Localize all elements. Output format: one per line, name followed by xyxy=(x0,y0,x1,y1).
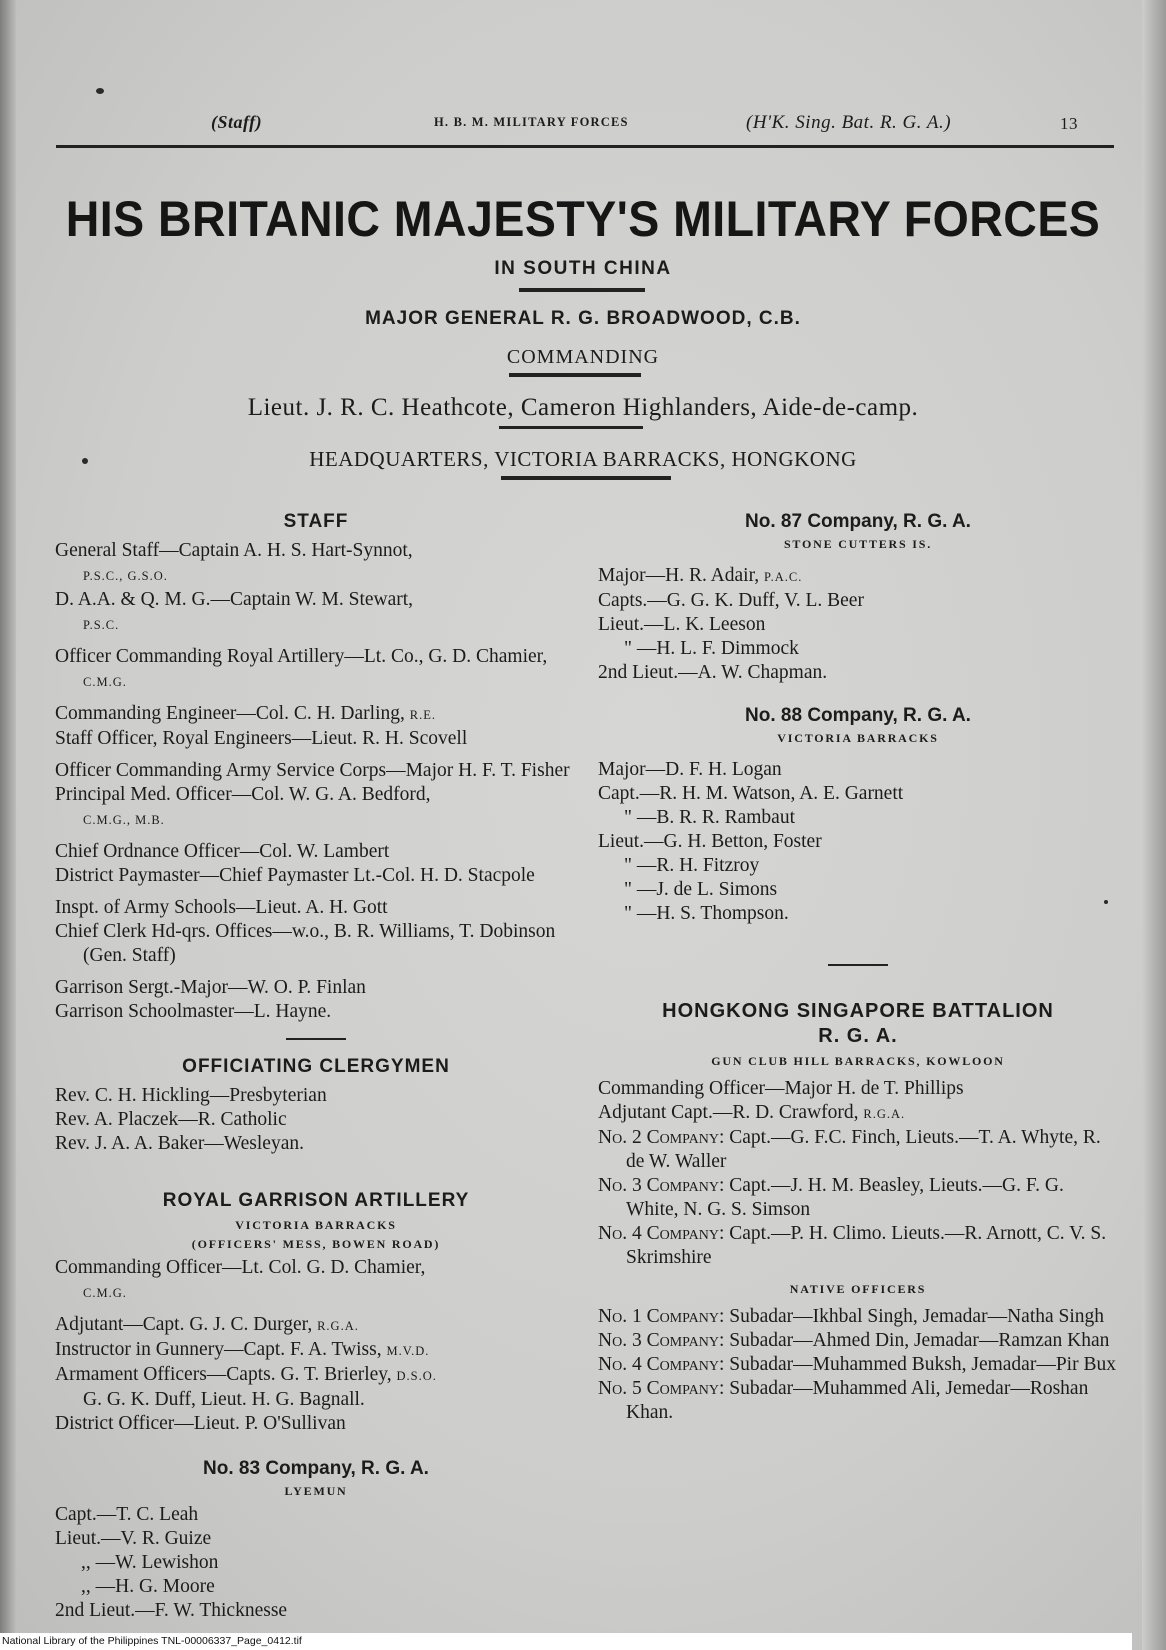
page-title: HIS BRITANIC MAJESTY'S MILITARY FORCES xyxy=(65,191,1101,247)
hksb-company: No. 2 Company: Capt.—G. F.C. Finch, Lieuts.—T. A. Whyte, R. de W. Waller xyxy=(598,1127,1101,1172)
co87-entry: Capts.—G. G. K. Duff, V. L. Beer xyxy=(598,590,864,611)
scan-footer: National Library of the Philippines TNL-00006337_Page_0412.tif xyxy=(0,1633,1132,1650)
co87-entry: 2nd Lieut.—A. W. Chapman. xyxy=(598,662,828,683)
clergy-entry: Rev. A. Placzek—R. Catholic xyxy=(55,1109,287,1130)
co88-entry: " —B. R. R. Rambaut xyxy=(624,807,796,828)
native-officer-entry: No. 5 Company: Subadar—Muhammed Ali, Jemedar—Roshan Khan. xyxy=(598,1378,1089,1423)
staff-entry: Garrison Schoolmaster—L. Hayne. xyxy=(55,1001,332,1022)
staff-entry: Staff Officer, Royal Engineers—Lieut. R. H. Scovell xyxy=(55,728,468,749)
co87-entry: Major—H. R. Adair, P.A.C. xyxy=(598,565,803,586)
staff-entry: Garrison Sergt.-Major—W. O. P. Finlan xyxy=(55,977,366,998)
hksb-entry: Adjutant Capt.—R. D. Crawford, R.G.A. xyxy=(598,1102,906,1123)
co83-entry: Lieut.—V. R. Guize xyxy=(55,1528,212,1549)
staff-entry: Principal Med. Officer—Col. W. G. A. Bedford, C.M.G., M.B. xyxy=(55,784,431,827)
rga-mess: (OFFICERS' MESS, BOWEN ROAD) xyxy=(191,1237,441,1251)
co88-entry: Capt.—R. H. M. Watson, A. E. Garnett xyxy=(598,783,904,804)
staff-entry: D. A.A. & Q. M. G.—Captain W. M. Stewart, P.S.C. xyxy=(55,589,414,632)
section-divider xyxy=(828,964,888,966)
rga-entry: District Officer—Lieut. P. O'Sullivan xyxy=(55,1413,346,1434)
scan-speck xyxy=(96,88,104,94)
page-edge-shadow-left xyxy=(0,0,16,1650)
co88-entry: " —J. de L. Simons xyxy=(624,879,778,900)
native-officers-heading: NATIVE OFFICERS xyxy=(789,1282,927,1296)
co88-location: VICTORIA BARRACKS xyxy=(777,731,939,745)
hksb-company: No. 3 Company: Capt.—J. H. M. Beasley, Lieuts.—G. F. G. White, N. G. S. Simson xyxy=(598,1175,1064,1220)
left-column xyxy=(55,511,577,1623)
clergy-heading: OFFICIATING CLERGYMEN xyxy=(182,1056,450,1077)
co83-entry: ,, —W. Lewishon xyxy=(81,1552,219,1573)
staff-entry: Inspt. of Army Schools—Lieut. A. H. Gott xyxy=(55,897,388,918)
co87-entry: Lieut.—L. K. Leeson xyxy=(598,614,766,635)
right-column xyxy=(598,511,1118,1425)
rga-entry: Armament Officers—Capts. G. T. Brierley, D.S.O. G. G. K. Duff, Lieut. H. G. Bagnall. xyxy=(55,1364,437,1410)
staff-entry: General Staff—Captain A. H. S. Hart-Synnot, P.S.C., G.S.O. xyxy=(55,540,413,583)
commander-line: MAJOR GENERAL R. G. BROADWOOD, C.B. xyxy=(365,308,801,329)
native-officer-entry: No. 3 Company: Subadar—Ahmed Din, Jemadar—Ramzan Khan xyxy=(598,1330,1110,1351)
hksb-company: No. 4 Company: Capt.—P. H. Climo. Lieuts.—R. Arnott, C. V. S. Skrimshire xyxy=(598,1223,1107,1268)
rga-entry: Commanding Officer—Lt. Col. G. D. Chamier, C.M.G. xyxy=(55,1257,426,1300)
clergy-entry: Rev. J. A. A. Baker—Wesleyan. xyxy=(55,1133,304,1154)
subtitle: IN SOUTH CHINA xyxy=(494,258,672,279)
running-head-title: H. B. M. MILITARY FORCES xyxy=(434,115,629,129)
scan-speck xyxy=(1104,900,1108,904)
rga-heading: ROYAL GARRISON ARTILLERY xyxy=(162,1190,470,1211)
header-rule xyxy=(56,145,1114,148)
aide-line: Lieut. J. R. C. Heathcote, Cameron Highlanders, Aide-de-camp. xyxy=(247,394,919,421)
co83-entry: ,, —H. G. Moore xyxy=(81,1576,215,1597)
staff-entry: District Paymaster—Chief Paymaster Lt.-Col. H. D. Stacpole xyxy=(55,865,535,886)
title-rule-3 xyxy=(499,426,643,429)
staff-entry: Officer Commanding Royal Artillery—Lt. Co., G. D. Chamier, C.M.G. xyxy=(55,646,548,689)
title-rule-4 xyxy=(501,476,671,480)
staff-entry: Chief Ordnance Officer—Col. W. Lambert xyxy=(55,841,390,862)
rga-entry: Instructor in Gunnery—Capt. F. A. Twiss, M.V.D. xyxy=(55,1339,430,1360)
hksb-entry: Commanding Officer—Major H. de T. Phillips xyxy=(598,1078,964,1099)
title-rule-1 xyxy=(519,288,645,292)
co88-entry: " —R. H. Fitzroy xyxy=(624,855,760,876)
co87-heading: No. 87 Company, R. G. A. xyxy=(745,511,971,532)
co88-entry: " —H. S. Thompson. xyxy=(624,903,789,924)
co83-entry: 2nd Lieut.—F. W. Thicknesse xyxy=(55,1600,288,1621)
rga-entry: Adjutant—Capt. G. J. C. Durger, R.G.A. xyxy=(55,1314,359,1335)
co88-entry: Major—D. F. H. Logan xyxy=(598,759,782,780)
page-edge-shadow-right xyxy=(1142,0,1166,1650)
co83-entry: Capt.—T. C. Leah xyxy=(55,1504,199,1525)
headquarters-line: HEADQUARTERS, VICTORIA BARRACKS, HONGKONG xyxy=(309,447,857,471)
running-head xyxy=(56,112,1114,142)
co83-location: LYEMUN xyxy=(284,1484,348,1498)
commanding-line: COMMANDING xyxy=(506,346,660,368)
co87-entry: " —H. L. F. Dimmock xyxy=(624,638,799,659)
staff-entry: Chief Clerk Hd-qrs. Offices—w.o., B. R. Williams, T. Dobinson (Gen. Staff) xyxy=(55,921,556,966)
staff-heading: STAFF xyxy=(283,511,349,532)
native-officer-entry: No. 1 Company: Subadar—Ikhbal Singh, Jemadar—Natha Singh xyxy=(598,1306,1105,1327)
co83-heading: No. 83 Company, R. G. A. xyxy=(203,1458,429,1479)
page-number: 13 xyxy=(1060,114,1078,133)
staff-entry: Officer Commanding Army Service Corps—Major H. F. T. Fisher xyxy=(55,760,570,781)
co88-entry: Lieut.—G. H. Betton, Foster xyxy=(598,831,822,852)
running-head-range: (H'K. Sing. Bat. R. G. A.) xyxy=(746,112,952,133)
native-officer-entry: No. 4 Company: Subadar—Muhammed Buksh, Jemadar—Pir Bux xyxy=(598,1354,1116,1375)
running-head-section: (Staff) xyxy=(211,112,263,132)
rga-location: VICTORIA BARRACKS xyxy=(235,1218,397,1232)
section-divider xyxy=(286,1038,346,1040)
co88-heading: No. 88 Company, R. G. A. xyxy=(745,705,971,726)
hksb-location: GUN CLUB HILL BARRACKS, KOWLOON xyxy=(711,1054,1005,1068)
clergy-entry: Rev. C. H. Hickling—Presbyterian xyxy=(55,1085,327,1106)
scan-speck xyxy=(82,458,88,464)
title-rule-2 xyxy=(509,373,641,377)
hksb-heading: HONGKONG SINGAPORE BATTALION xyxy=(662,1000,1054,1022)
hksb-heading-sub: R. G. A. xyxy=(818,1025,898,1047)
staff-list xyxy=(55,539,577,1024)
staff-entry: Commanding Engineer—Col. C. H. Darling, R.E. xyxy=(55,703,436,724)
co87-location: STONE CUTTERS IS. xyxy=(783,537,933,551)
